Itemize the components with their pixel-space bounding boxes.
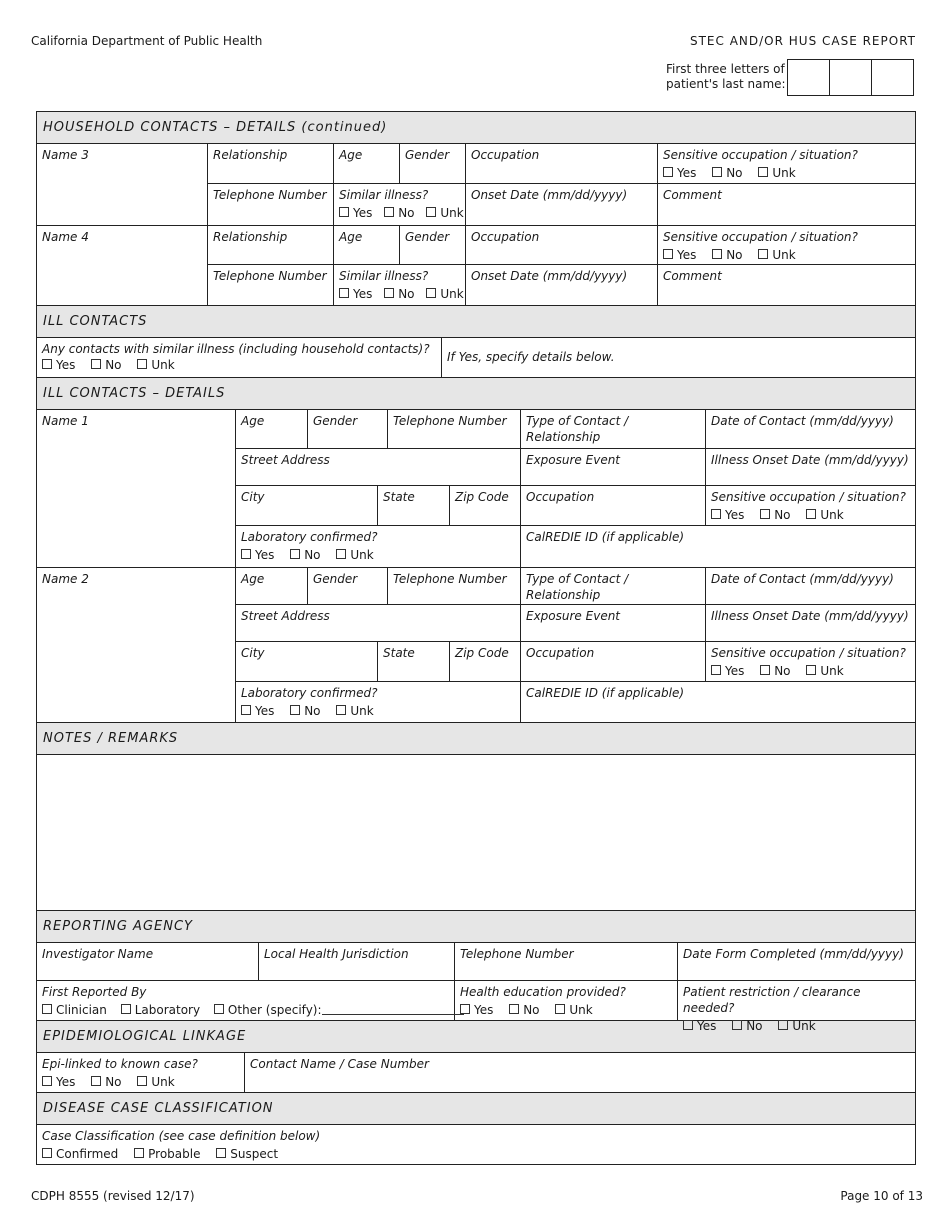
ill2-exposure-field[interactable]: Exposure Event	[521, 605, 706, 641]
restriction-no-checkbox[interactable]: No	[732, 1019, 762, 1033]
ill1-lab-unk-checkbox[interactable]: Unk	[336, 548, 373, 562]
health-education-field: Health education provided? Yes No Unk	[455, 981, 678, 1020]
health-ed-no-checkbox[interactable]: No	[509, 1003, 539, 1017]
household3-gender-field[interactable]: Gender	[400, 144, 466, 183]
ill2-telephone-field[interactable]: Telephone Number	[388, 568, 521, 604]
household-name3-field[interactable]: Name 3	[37, 144, 208, 225]
case-report-form	[36, 111, 916, 1165]
reporting-telephone-field[interactable]: Telephone Number	[455, 943, 678, 980]
jurisdiction-field[interactable]: Local Health Jurisdiction	[259, 943, 455, 980]
household3-comment-field[interactable]: Comment	[663, 188, 722, 202]
ill1-sensitive-field: Sensitive occupation / situation? Yes No Unk	[711, 490, 906, 522]
first-reported-laboratory-checkbox[interactable]: Laboratory	[121, 1003, 200, 1017]
classification-probable-checkbox[interactable]: Probable	[134, 1147, 200, 1161]
household4-similar-no-checkbox[interactable]: No	[384, 287, 414, 301]
ill2-gender-field[interactable]: Gender	[308, 568, 388, 604]
patient-restriction-field: Patient restriction / clearance needed? Yes No Unk	[683, 985, 861, 1033]
classification-section-title: DISEASE CASE CLASSIFICATION	[37, 1093, 915, 1125]
household4-similar-unk-checkbox[interactable]: Unk	[426, 287, 463, 301]
ill2-calredie-field[interactable]: CalREDIE ID (if applicable)	[526, 686, 685, 700]
household3-sensitive-no-checkbox[interactable]: No	[712, 166, 742, 180]
ill2-sensitive-field: Sensitive occupation / situation? Yes No Unk	[711, 646, 906, 678]
lastname-label-line2: patient's last name:	[666, 77, 786, 91]
reporting-section-title: REPORTING AGENCY	[37, 911, 915, 943]
ill-contacts-yes-checkbox[interactable]: Yes	[42, 358, 75, 372]
health-ed-yes-checkbox[interactable]: Yes	[460, 1003, 493, 1017]
ill1-lab-yes-checkbox[interactable]: Yes	[241, 548, 274, 562]
epi-linked-yes-checkbox[interactable]: Yes	[42, 1075, 75, 1089]
date-completed-field[interactable]: Date Form Completed (mm/dd/yyyy)	[683, 947, 904, 961]
ill1-lab-field: Laboratory confirmed? Yes No Unk	[236, 526, 521, 567]
lastname-letter-1-input[interactable]	[788, 60, 830, 95]
ill1-date-contact-field[interactable]: Date of Contact (mm/dd/yyyy)	[711, 414, 894, 428]
restriction-unk-checkbox[interactable]: Unk	[778, 1019, 815, 1033]
page-number: Page 10 of 13	[840, 1189, 923, 1203]
ill2-lab-no-checkbox[interactable]: No	[290, 704, 320, 718]
case-classification-field: Case Classification (see case definition below) Confirmed Probable Suspect	[42, 1129, 321, 1161]
lastname-label-line1: First three letters of	[666, 62, 785, 76]
ill2-age-field[interactable]: Age	[236, 568, 308, 604]
ill2-street-field[interactable]: Street Address	[236, 605, 521, 641]
ill1-street-field[interactable]: Street Address	[236, 449, 521, 485]
household-contact-3	[37, 144, 915, 226]
ill2-date-contact-field[interactable]: Date of Contact (mm/dd/yyyy)	[711, 572, 894, 586]
classification-suspect-checkbox[interactable]: Suspect	[216, 1147, 278, 1161]
ill2-lab-unk-checkbox[interactable]: Unk	[336, 704, 373, 718]
ill2-state-field[interactable]: State	[378, 642, 450, 681]
first-reported-clinician-checkbox[interactable]: Clinician	[42, 1003, 107, 1017]
ill-name2-field[interactable]: Name 2	[37, 568, 236, 722]
ill-contacts-no-checkbox[interactable]: No	[91, 358, 121, 372]
ill-details-section-title: ILL CONTACTS – DETAILS	[37, 378, 915, 410]
first-reported-field: First Reported By Clinician Laboratory Other (specify):	[37, 981, 455, 1020]
household4-similar-yes-checkbox[interactable]: Yes	[339, 287, 372, 301]
household3-telephone-field[interactable]: Telephone Number	[208, 184, 334, 225]
household4-age-field[interactable]: Age	[334, 226, 400, 264]
ill2-lab-yes-checkbox[interactable]: Yes	[241, 704, 274, 718]
ill1-illness-onset-field[interactable]: Illness Onset Date (mm/dd/yyyy)	[711, 453, 909, 467]
ill-contacts-if-yes-note: If Yes, specify details below.	[447, 350, 615, 364]
ill2-sensitive-yes-checkbox[interactable]: Yes	[711, 664, 744, 678]
ill-contact-1	[37, 410, 915, 568]
other-specify-input[interactable]	[322, 1004, 464, 1015]
form-id: CDPH 8555 (revised 12/17)	[31, 1189, 195, 1203]
ill1-city-field[interactable]: City	[236, 486, 378, 525]
classification-confirmed-checkbox[interactable]: Confirmed	[42, 1147, 118, 1161]
household3-sensitive-field: Sensitive occupation / situation? Yes No Unk	[663, 148, 858, 180]
household3-similar-unk-checkbox[interactable]: Unk	[426, 206, 463, 220]
ill-contacts-question-field: Any contacts with similar illness (including household contacts)? Yes No Unk	[37, 338, 442, 377]
ill2-occupation-field[interactable]: Occupation	[521, 642, 706, 681]
ill1-zip-field[interactable]: Zip Code	[450, 486, 521, 525]
household-contact-4	[37, 226, 915, 306]
ill1-state-field[interactable]: State	[378, 486, 450, 525]
ill2-city-field[interactable]: City	[236, 642, 378, 681]
ill-name1-field[interactable]: Name 1	[37, 410, 236, 567]
ill2-sensitive-unk-checkbox[interactable]: Unk	[806, 664, 843, 678]
household4-onset-field[interactable]: Onset Date (mm/dd/yyyy)	[466, 265, 658, 305]
epi-linked-no-checkbox[interactable]: No	[91, 1075, 121, 1089]
lastname-letter-2-input[interactable]	[830, 60, 872, 95]
household4-sensitive-no-checkbox[interactable]: No	[712, 248, 742, 262]
ill1-type-contact-field[interactable]: Type of Contact / Relationship	[521, 410, 706, 448]
ill1-age-field[interactable]: Age	[236, 410, 308, 448]
household4-sensitive-field: Sensitive occupation / situation? Yes No Unk	[663, 230, 858, 262]
household4-similar-field: Similar illness? Yes No Unk	[334, 265, 466, 305]
ill1-telephone-field[interactable]: Telephone Number	[388, 410, 521, 448]
ill2-lab-field: Laboratory confirmed? Yes No Unk	[236, 682, 521, 722]
household4-sensitive-unk-checkbox[interactable]: Unk	[758, 248, 795, 262]
household-name4-field[interactable]: Name 4	[37, 226, 208, 305]
household3-relationship-field[interactable]: Relationship	[208, 144, 334, 183]
health-ed-unk-checkbox[interactable]: Unk	[555, 1003, 592, 1017]
first-reported-other-checkbox[interactable]: Other (specify):	[214, 1003, 322, 1017]
ill-contacts-section-title: ILL CONTACTS	[37, 306, 915, 338]
notes-section-title: NOTES / REMARKS	[37, 723, 915, 755]
household3-similar-no-checkbox[interactable]: No	[384, 206, 414, 220]
ill2-sensitive-no-checkbox[interactable]: No	[760, 664, 790, 678]
household3-age-field[interactable]: Age	[334, 144, 400, 183]
ill1-lab-no-checkbox[interactable]: No	[290, 548, 320, 562]
household-section-title: HOUSEHOLD CONTACTS – DETAILS (continued)	[37, 112, 915, 144]
restriction-yes-checkbox[interactable]: Yes	[683, 1019, 716, 1033]
report-title: STEC AND/OR HUS CASE REPORT	[689, 34, 916, 48]
ill1-occupation-field[interactable]: Occupation	[521, 486, 706, 525]
ill-contacts-unk-checkbox[interactable]: Unk	[137, 358, 174, 372]
ill1-sensitive-yes-checkbox[interactable]: Yes	[711, 508, 744, 522]
household3-similar-yes-checkbox[interactable]: Yes	[339, 206, 372, 220]
household4-sensitive-yes-checkbox[interactable]: Yes	[663, 248, 696, 262]
epi-linked-unk-checkbox[interactable]: Unk	[137, 1075, 174, 1089]
household3-onset-field[interactable]: Onset Date (mm/dd/yyyy)	[466, 184, 658, 225]
ill1-calredie-field[interactable]: CalREDIE ID (if applicable)	[526, 530, 685, 544]
ill1-sensitive-no-checkbox[interactable]: No	[760, 508, 790, 522]
epi-linked-field: Epi-linked to known case? Yes No Unk	[37, 1053, 245, 1092]
ill-contact-2	[37, 568, 915, 723]
epi-contact-field[interactable]: Contact Name / Case Number	[250, 1057, 429, 1071]
ill2-type-contact-field[interactable]: Type of Contact / Relationship	[521, 568, 706, 604]
ill1-gender-field[interactable]: Gender	[308, 410, 388, 448]
investigator-name-field[interactable]: Investigator Name	[37, 943, 259, 980]
household4-telephone-field[interactable]: Telephone Number	[208, 265, 334, 305]
household3-sensitive-yes-checkbox[interactable]: Yes	[663, 166, 696, 180]
household3-sensitive-unk-checkbox[interactable]: Unk	[758, 166, 795, 180]
household3-occupation-field[interactable]: Occupation	[466, 144, 658, 183]
agency-name: California Department of Public Health	[31, 34, 263, 48]
household4-relationship-field[interactable]: Relationship	[208, 226, 334, 264]
lastname-label	[666, 62, 786, 92]
ill1-sensitive-unk-checkbox[interactable]: Unk	[806, 508, 843, 522]
ill2-zip-field[interactable]: Zip Code	[450, 642, 521, 681]
household4-gender-field[interactable]: Gender	[400, 226, 466, 264]
notes-textarea[interactable]	[37, 755, 915, 911]
ill1-exposure-field[interactable]: Exposure Event	[521, 449, 706, 485]
household4-comment-field[interactable]: Comment	[663, 269, 722, 283]
lastname-letter-3-input[interactable]	[872, 60, 913, 95]
household3-similar-field: Similar illness? Yes No Unk	[334, 184, 466, 225]
lastname-letter-boxes	[787, 59, 914, 96]
household4-occupation-field[interactable]: Occupation	[466, 226, 658, 264]
ill2-illness-onset-field[interactable]: Illness Onset Date (mm/dd/yyyy)	[711, 609, 909, 623]
epi-section-title: EPIDEMIOLOGICAL LINKAGE	[37, 1021, 915, 1053]
